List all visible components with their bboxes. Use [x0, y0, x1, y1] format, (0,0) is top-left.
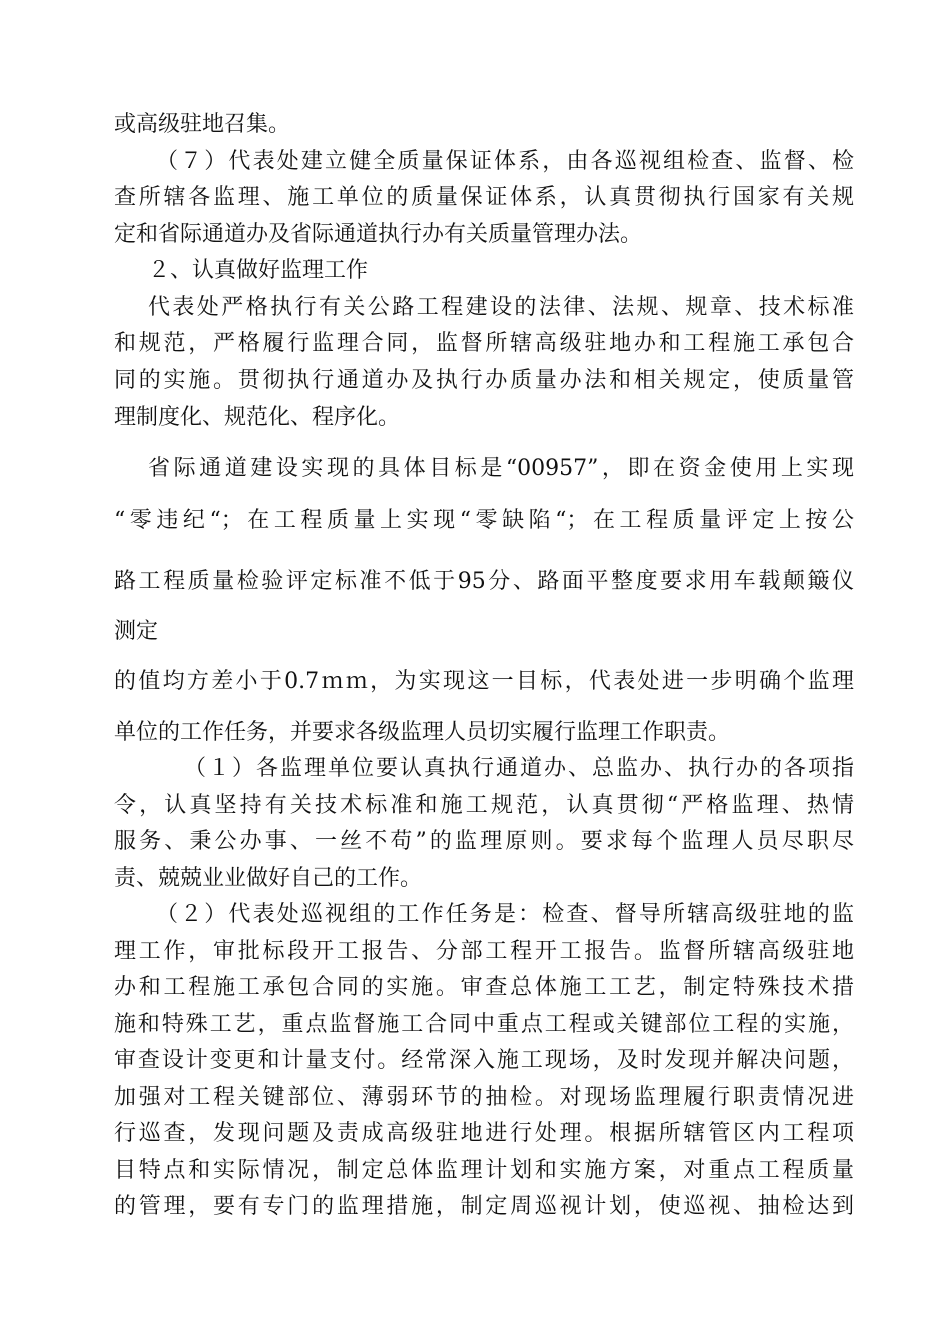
text-line: 路工程质量检验评定标准不低于95分、路面平整度要求用车载颠簸仪: [114, 569, 854, 594]
text-line: 理工作，审批标段开工报告、分部工程开工报告。监督所辖高级驻地: [114, 939, 854, 964]
text-line: （１）各监理单位要认真执行通道办、总监办、执行办的各项指: [184, 756, 854, 781]
text-line: 或高级驻地召集。: [114, 112, 291, 137]
text-line: 责、兢兢业业做好自己的工作。: [114, 866, 423, 891]
text-line: 单位的工作任务，并要求各级监理人员切实履行监理工作职责。: [114, 720, 731, 745]
text-line: （７）代表处建立健全质量保证体系，由各巡视组检查、监督、检: [156, 149, 854, 174]
text-line: 的值均方差小于0.7ｍｍ，为实现这一目标，代表处进一步明确个监理: [114, 669, 854, 694]
text-line: 同的实施。贯彻执行通道办及执行办质量办法和相关规定，使质量管: [114, 368, 854, 393]
text-line: 行巡查，发现问题及责成高级驻地进行处理。根据所辖管区内工程项: [114, 1121, 854, 1146]
text-line: 目特点和实际情况，制定总体监理计划和实施方案，对重点工程质量: [114, 1158, 854, 1183]
text-line: 办和工程施工承包合同的实施。审查总体施工工艺，制定特殊技术措: [114, 975, 854, 1000]
text-line: 审查设计变更和计量支付。经常深入施工现场，及时发现并解决问题，: [114, 1048, 854, 1073]
text-line: 加强对工程关键部位、薄弱环节的抽检。对现场监理履行职责情况进: [114, 1085, 854, 1110]
text-line: 省际通道建设实现的具体目标是“00957”，即在资金使用上实现: [148, 456, 854, 481]
text-line: 测定: [114, 619, 159, 644]
text-line: 的管理，要有专门的监理措施，制定周巡视计划，使巡视、抽检达到: [114, 1194, 854, 1219]
text-line: 查所辖各监理、施工单位的质量保证体系，认真贯彻执行国家有关规: [114, 185, 854, 210]
text-line: 施和特殊工艺，重点监督施工合同中重点工程或关键部位工程的实施，: [114, 1012, 854, 1037]
text-line: （２）代表处巡视组的工作任务是：检查、督导所辖高级驻地的监: [156, 902, 854, 927]
text-line: 令，认真坚持有关技术标准和施工规范，认真贯彻“严格监理、热情: [114, 793, 854, 818]
text-line: “零违纪“；在工程质量上实现“零缺陷“；在工程质量评定上按公: [114, 508, 854, 533]
text-line: 代表处严格执行有关公路工程建设的法律、法规、规章、技术标准: [148, 295, 854, 320]
section-heading: ２、认真做好监理工作: [148, 258, 369, 283]
text-line: 服务、秉公办事、一丝不苟”的监理原则。要求每个监理人员尽职尽: [114, 829, 854, 854]
text-line: 定和省际通道办及省际通道执行办有关质量管理办法。: [114, 222, 643, 247]
text-line: 和规范，严格履行监理合同，监督所辖高级驻地办和工程施工承包合: [114, 331, 854, 356]
text-line: 理制度化、规范化、程序化。: [114, 405, 401, 430]
